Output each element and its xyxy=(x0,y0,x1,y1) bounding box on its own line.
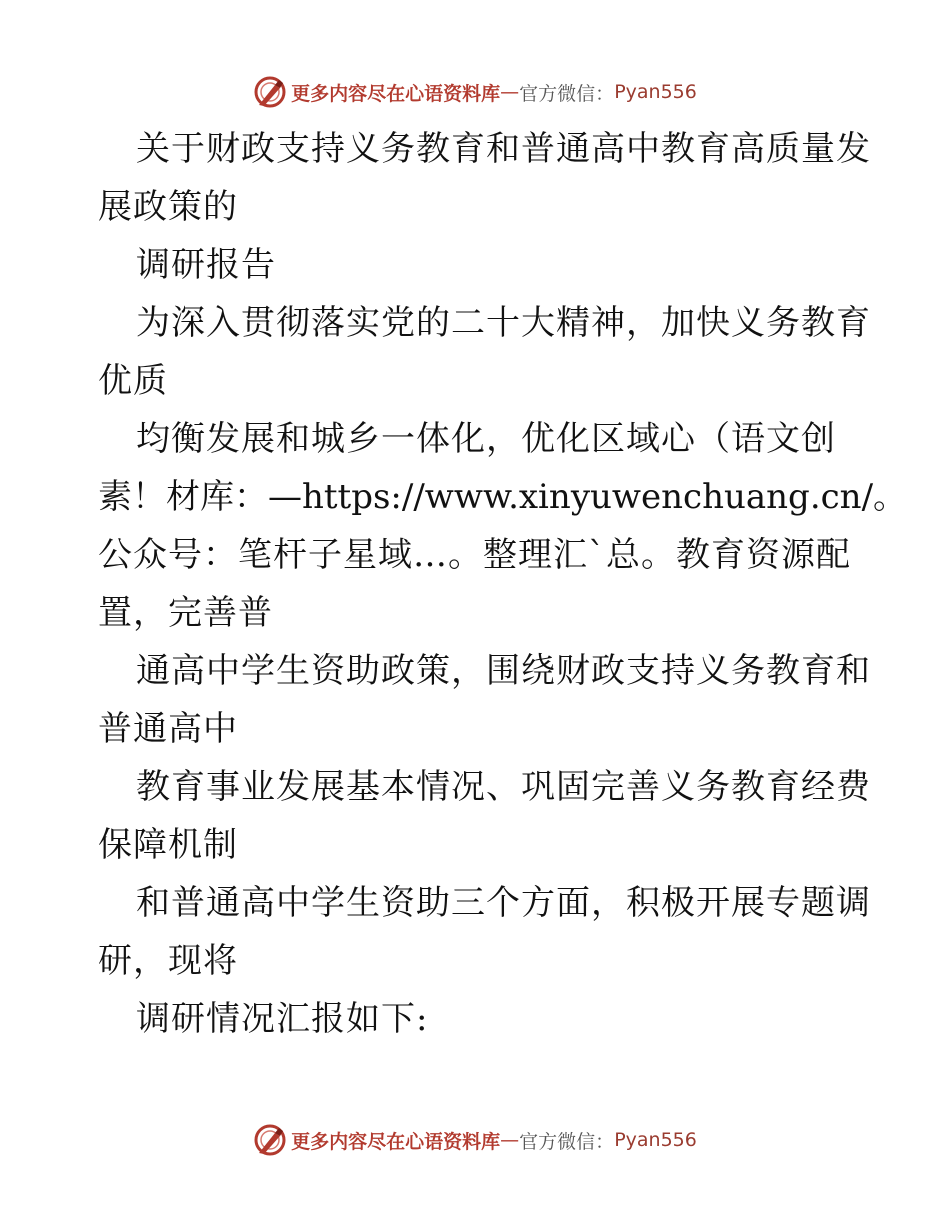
footer-banner xyxy=(0,1120,950,1160)
text-line: 保障机制 xyxy=(98,825,238,865)
text-line: 普通高中 xyxy=(98,709,238,749)
pen-nib-circle-logo-icon xyxy=(253,75,287,109)
footer-banner-text xyxy=(291,1127,697,1154)
banner-official-label: 官方微信： xyxy=(519,1130,615,1153)
text-line: 均衡发展和城乡一体化，优化区域心（语文创 xyxy=(136,419,836,459)
document-body xyxy=(98,120,908,1048)
pen-nib-circle-logo-icon xyxy=(253,1123,287,1157)
text-line: 素！材库：—https://www.xinyuwenchuang.cn/。 xyxy=(98,477,908,517)
text-line: 研，现将 xyxy=(98,941,238,981)
banner-wechat-id: Pyan556 xyxy=(614,81,697,103)
text-line: 教育事业发展基本情况、巩固完善义务教育经费 xyxy=(136,767,871,807)
banner-dash: — xyxy=(500,1129,520,1151)
text-line: 关于财政支持义务教育和普通高中教育高质量发 xyxy=(136,129,871,169)
text-line: 和普通高中学生资助三个方面，积极开展专题调 xyxy=(136,883,871,923)
banner-official-label: 官方微信： xyxy=(519,82,615,105)
banner-brand: 更多内容尽在心语资料库 xyxy=(291,82,501,105)
text-line: 调研情况汇报如下: xyxy=(136,999,429,1039)
header-banner xyxy=(0,72,950,112)
text-line: 公众号：笔杆子星域…。整理汇`总。教育资源配 xyxy=(98,535,851,575)
header-banner-text xyxy=(291,79,697,106)
text-line: 置，完善普 xyxy=(98,593,273,633)
banner-brand: 更多内容尽在心语资料库 xyxy=(291,1130,501,1153)
banner-dash: — xyxy=(500,81,520,103)
text-line: 为深入贯彻落实党的二十大精神，加快义务教育 xyxy=(136,303,871,343)
banner-wechat-id: Pyan556 xyxy=(614,1129,697,1151)
text-line: 调研报告 xyxy=(136,245,276,285)
text-line: 通高中学生资助政策，围绕财政支持义务教育和 xyxy=(136,651,871,691)
text-line: 优质 xyxy=(98,361,168,401)
text-line: 展政策的 xyxy=(98,187,238,227)
